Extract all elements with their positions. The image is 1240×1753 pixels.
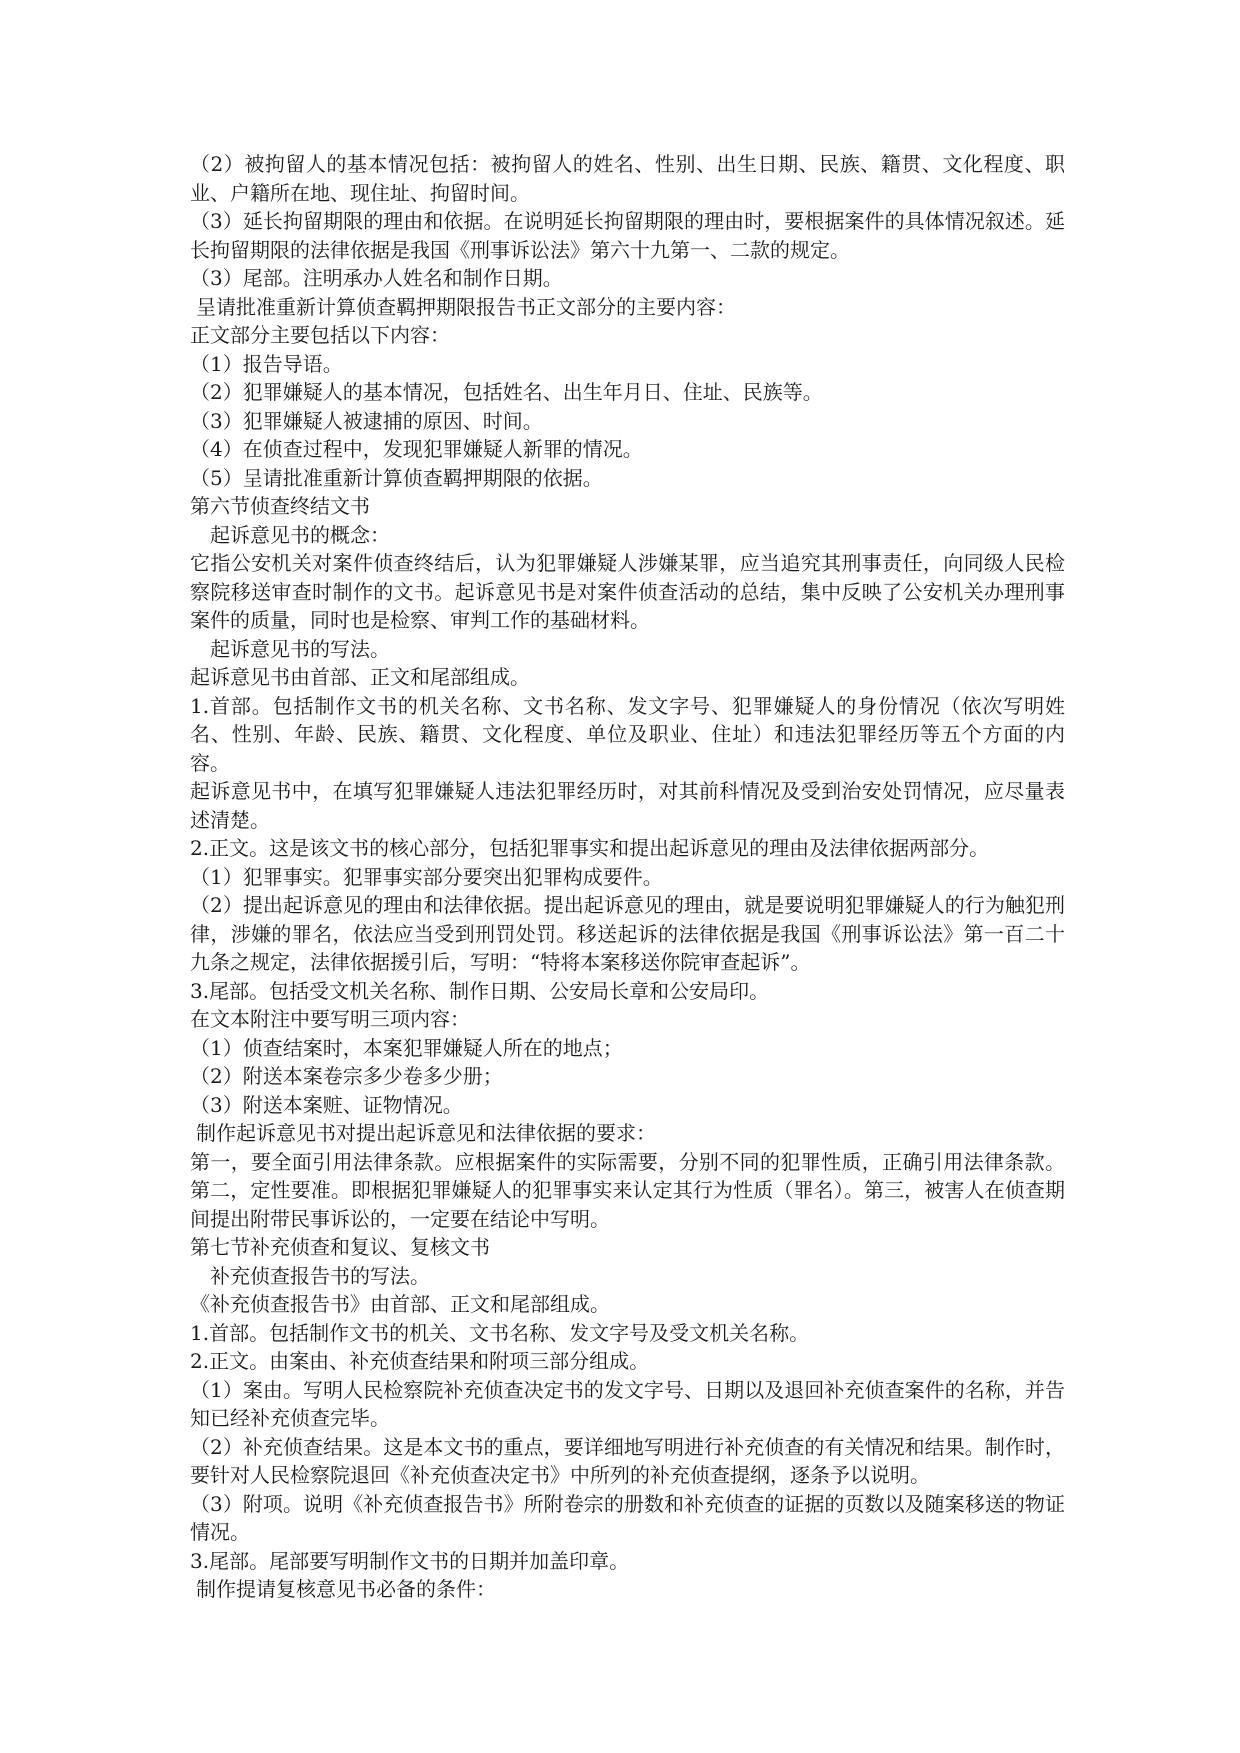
section-heading: 第六节侦查终结文书 <box>190 494 370 518</box>
paragraph: （2）犯罪嫌疑人的基本情况，包括姓名、出生年月日、住址、民族等。 <box>190 380 823 404</box>
paragraph: （3）延长拘留期限的理由和依据。在说明延长拘留期限的理由时，要根据案件的具体情况叙述。延长拘留期限的法律依据是我国《刑事诉讼法》第六十九第一、二款的规定。 <box>190 209 1065 262</box>
paragraph: 1.首部。包括制作文书的机关、文书名称、发文字号及受文机关名称。 <box>190 1320 810 1345</box>
paragraph: 正文部分主要包括以下内容： <box>190 323 450 347</box>
paragraph: 起诉意见书中，在填写犯罪嫌疑人违法犯罪经历时，对其前科情况及受到治安处罚情况，应尽量表述清楚。 <box>190 779 1065 832</box>
paragraph: （2）补充侦查结果。这是本文书的重点，要详细地写明进行补充侦查的有关情况和结果。制作时，要针对人民检察院退回《补充侦查决定书》中所列的补充侦查提纲，逐条予以说明。 <box>190 1434 1065 1487</box>
document-page <box>190 150 1065 1604</box>
paragraph: （1）犯罪事实。犯罪事实部分要突出犯罪构成要件。 <box>190 864 663 889</box>
paragraph: 3.尾部。包括受文机关名称、制作日期、公安局长章和公安局印。 <box>190 978 770 1003</box>
paragraph: 3.尾部。尾部要写明制作文书的日期并加盖印章。 <box>190 1548 630 1573</box>
paragraph: 2.正文。这是该文书的核心部分，包括犯罪事实和提出起诉意见的理由及法律依据两部分。 <box>190 836 990 860</box>
paragraph: 2.正文。由案由、补充侦查结果和附项三部分组成。 <box>190 1349 650 1373</box>
paragraph: （3）犯罪嫌疑人被逮捕的原因、时间。 <box>190 408 543 433</box>
paragraph: 呈请批准重新计算侦查羁押期限报告书正文部分的主要内容： <box>196 294 736 319</box>
paragraph: 制作起诉意见书对提出起诉意见和法律依据的要求： <box>196 1121 656 1145</box>
paragraph: 《补充侦查报告书》由首部、正文和尾部组成。 <box>190 1292 610 1316</box>
paragraph: 补充侦查报告书的写法。 <box>210 1263 430 1288</box>
paragraph: （2）被拘留人的基本情况包括：被拘留人的姓名、性别、出生日期、民族、籍贯、文化程度、职业、户籍所在地、现住址、拘留时间。 <box>190 152 1065 205</box>
paragraph: 起诉意见书的概念： <box>210 522 390 547</box>
paragraph: （1）侦查结案时，本案犯罪嫌疑人所在的地点； <box>190 1035 623 1060</box>
paragraph: （3）尾部。注明承办人姓名和制作日期。 <box>190 266 563 290</box>
paragraph: 起诉意见书的写法。 <box>210 636 390 661</box>
paragraph: 1.首部。包括制作文书的机关名称、文书名称、发文字号、犯罪嫌疑人的身份情况（依次写明姓名、性别、年龄、民族、籍贯、文化程度、单位及职业、住址）和违法犯罪经历等五个方面的内容。 <box>190 693 1065 775</box>
paragraph: 制作提请复核意见书必备的条件： <box>196 1577 496 1601</box>
paragraph: 第一，要全面引用法律条款。应根据案件的实际需要，分别不同的犯罪性质，正确引用法律条款。第二，定性要准。即根据犯罪嫌疑人的犯罪事实来认定其行为性质（罪名）。第三，被害人在侦查期间提出附带民事诉讼的，一定要在结论中写明。 <box>190 1149 1065 1231</box>
paragraph: （1）报告导语。 <box>190 351 343 376</box>
paragraph: 起诉意见书由首部、正文和尾部组成。 <box>190 665 530 689</box>
paragraph: （1）案由。写明人民检察院补充侦查决定书的发文字号、日期以及退回补充侦查案件的名称，并告知已经补充侦查完毕。 <box>190 1377 1065 1430</box>
paragraph: （3）附项。说明《补充侦查报告书》所附卷宗的册数和补充侦查的证据的页数以及随案移送的物证情况。 <box>190 1491 1065 1544</box>
paragraph: （2）提出起诉意见的理由和法律依据。提出起诉意见的理由，就是要说明犯罪嫌疑人的行为触犯刑律，涉嫌的罪名，依法应当受到刑罚处罚。移送起诉的法律依据是我国《刑事诉讼法》第一百二十九条之规定，法律依据援引后，写明：“特将本案移送你院审查起诉”。 <box>190 893 1065 974</box>
paragraph: （2）附送本案卷宗多少卷多少册； <box>190 1064 503 1088</box>
paragraph: （5）呈请批准重新计算侦查羁押期限的依据。 <box>190 465 603 490</box>
paragraph: 在文本附注中要写明三项内容： <box>190 1007 470 1031</box>
section-heading: 第七节补充侦查和复议、复核文书 <box>190 1235 490 1259</box>
paragraph: （4）在侦查过程中，发现犯罪嫌疑人新罪的情况。 <box>190 437 643 461</box>
paragraph: （3）附送本案赃、证物情况。 <box>190 1092 463 1117</box>
paragraph: 它指公安机关对案件侦查终结后，认为犯罪嫌疑人涉嫌某罪，应当追究其刑事责任，向同级人民检察院移送审查时制作的文书。起诉意见书是对案件侦查活动的总结，集中反映了公安机关办理刑事案件的质量，同时也是检察、审判工作的基础材料。 <box>190 551 1065 632</box>
